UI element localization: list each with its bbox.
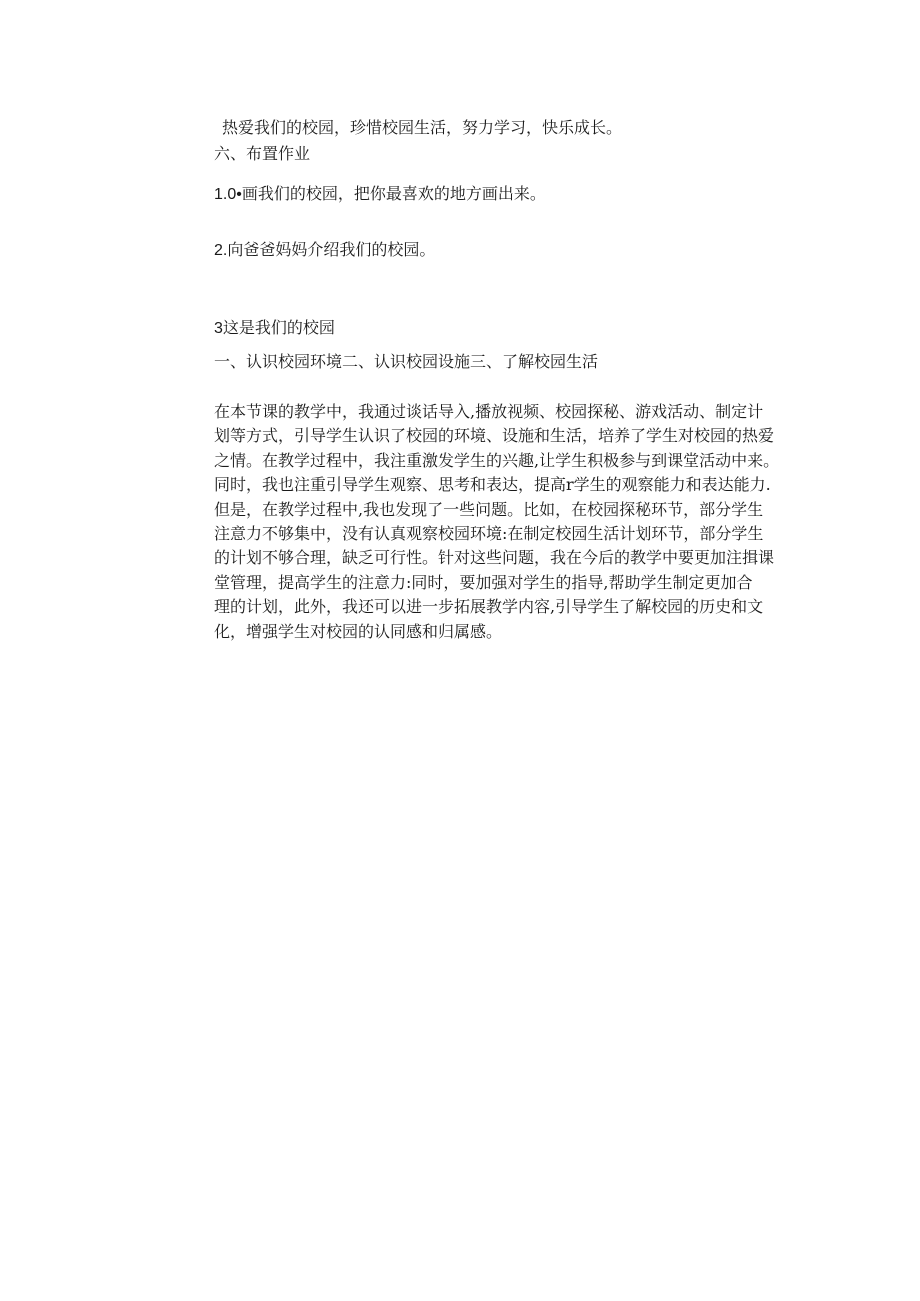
reflection-line: 之情。在教学过程中，我注重激发学生的兴趣,让学生积极参与到课堂活动中来。 — [214, 450, 780, 470]
homework-item-2-text: 向爸爸妈妈介绍我们的校园。 — [227, 240, 436, 259]
homework-item-2 — [214, 240, 435, 261]
reflection-line: 同时，我也注重引导学生观察、思考和表达，提高r学生的观察能力和表达能力. — [214, 475, 771, 495]
reflection-line: 化，增强学生对校园的认同感和归属感。 — [214, 621, 503, 641]
board-title-number: 3 — [214, 320, 223, 337]
reflection-line: 堂管理，提高学生的注意力:同时，要加强对学生的指导,帮助学生制定更加合 — [214, 572, 753, 592]
reflection-line: 的计划不够合理，缺乏可行性。针对这些问题，我在今后的教学中要更加注揖课 — [214, 548, 775, 568]
summary-line: 热爱我们的校园，珍惜校园生活，努力学习，快乐成长。 — [222, 118, 623, 137]
homework-item-1-number: 1.0• — [214, 186, 242, 203]
reflection-line: 划等方式，引导学生认识了校园的环境、设施和生活，培养了学生对校园的热爱 — [214, 426, 775, 446]
board-title — [214, 318, 335, 339]
reflection-line: 但是，在教学过程中,我也发现了一些问题。比如，在校园探秘环节，部分学生 — [214, 499, 764, 519]
reflection-line: 注意力不够集中，没有认真观察校园环境:在制定校园生活计划环节，部分学生 — [214, 524, 764, 544]
homework-item-1-text: 画我们的校园，把你最喜欢的地方画出来。 — [241, 184, 546, 203]
reflection-line: 在本节课的教学中，我通过谈话导入,播放视频、校园探秘、游戏活动、制定计 — [214, 402, 764, 421]
board-outline: 一、认识校园环境二、认识校园设施三、了解校园生活 — [214, 352, 599, 371]
homework-heading: 六、布置作业 — [214, 144, 311, 163]
homework-item-1 — [214, 184, 546, 205]
reflection-paragraph — [214, 400, 814, 644]
reflection-line: 理的计划，此外，我还可以进一步拓展教学内容,引导学生了解校园的历史和文 — [214, 597, 764, 617]
board-title-text: 这是我们的校园 — [222, 318, 335, 337]
homework-item-2-number: 2. — [214, 242, 228, 259]
